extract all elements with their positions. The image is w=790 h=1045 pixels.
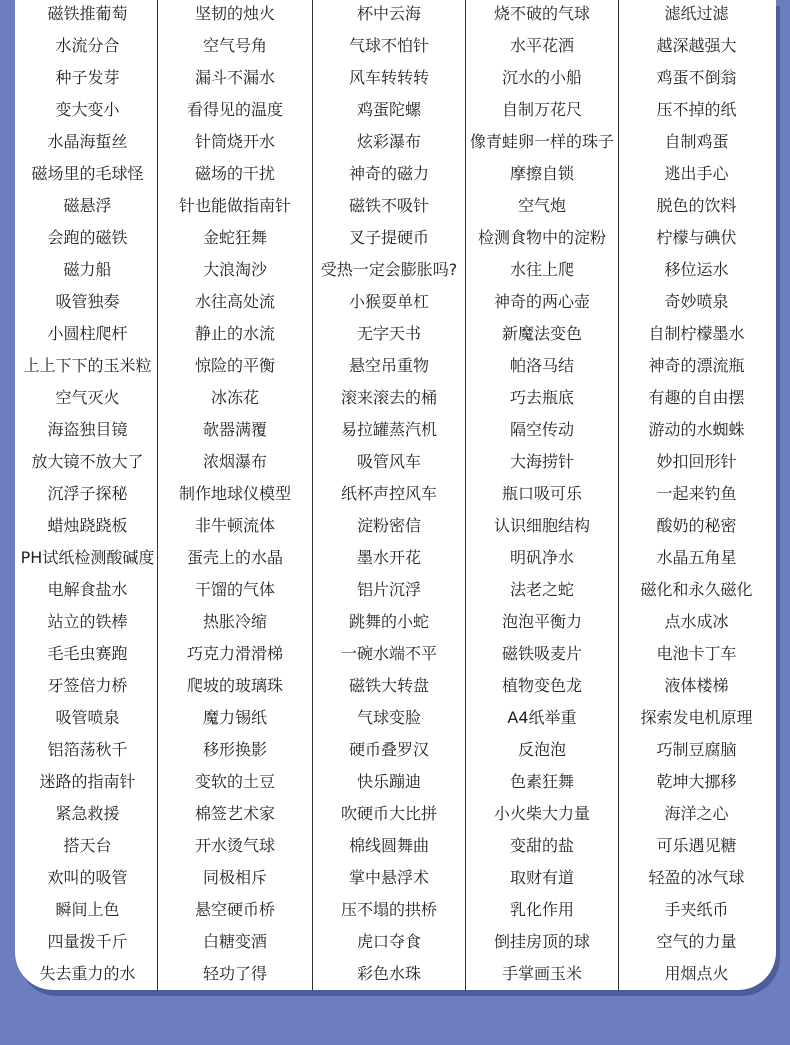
experiment-item: 磁场的干扰: [194, 164, 275, 183]
experiment-item: 失去重力的水: [39, 964, 136, 983]
experiment-item: 开水烫气球: [194, 836, 275, 855]
table-column: [158, 0, 313, 990]
experiment-item: 气球不怕针: [348, 36, 429, 55]
experiment-item: 奇妙喷泉: [664, 292, 729, 311]
experiment-item: 隔空传动: [509, 420, 574, 439]
experiment-item: 磁铁不吸针: [348, 196, 429, 215]
experiment-item: 检测食物中的淀粉: [477, 228, 606, 247]
experiment-item: 神奇的两心壶: [493, 292, 590, 311]
experiment-item: 巧克力滑滑梯: [186, 644, 283, 663]
experiment-item: 用烟点火: [664, 964, 729, 983]
experiment-item: 欹器满覆: [202, 420, 267, 439]
experiment-item: 紧急救援: [55, 804, 120, 823]
experiment-item: 乾坤大挪移: [656, 772, 737, 791]
experiment-item: 空气炮: [517, 196, 566, 215]
experiment-item: 移位运水: [664, 260, 729, 279]
experiment-item: 杯中云海: [356, 4, 421, 23]
experiment-item: 磁铁大转盘: [348, 676, 429, 695]
experiment-item: 植物变色龙: [501, 676, 582, 695]
experiment-table: [18, 0, 774, 990]
experiment-item: 像青蛙卵一样的珠子: [469, 132, 614, 151]
experiment-item: 蜡烛跷跷板: [47, 516, 128, 535]
experiment-item: 游动的水蜘蛛: [648, 420, 745, 439]
experiment-item: 墨水开花: [356, 548, 421, 567]
experiment-item: 静止的水流: [194, 324, 275, 343]
experiment-item: 柠檬与碘伏: [656, 228, 737, 247]
experiment-item: 吸管喷泉: [55, 708, 120, 727]
experiment-item: 瞬间上色: [55, 900, 120, 919]
experiment-item: 电解食盐水: [47, 580, 128, 599]
experiment-item: 漏斗不漏水: [194, 68, 275, 87]
experiment-item: 气球变脸: [356, 708, 421, 727]
experiment-item: 乳化作用: [509, 900, 574, 919]
experiment-item: 种子发芽: [55, 68, 120, 87]
experiment-item: 空气的力量: [656, 932, 737, 951]
experiment-item: 摩擦自锁: [509, 164, 574, 183]
experiment-item: 一碗水端不平: [340, 644, 437, 663]
experiment-item: 水晶五角星: [656, 548, 737, 567]
experiment-item: 大浪淘沙: [202, 260, 267, 279]
experiment-item: 移形换影: [202, 740, 267, 759]
experiment-item: 变软的土豆: [194, 772, 275, 791]
experiment-item: 小圆柱爬杆: [47, 324, 128, 343]
experiment-item: 易拉罐蒸汽机: [340, 420, 437, 439]
experiment-list-card: [15, 0, 776, 990]
experiment-item: 悬空硬币桥: [194, 900, 275, 919]
experiment-item: 海洋之心: [664, 804, 729, 823]
experiment-item: 同极相斥: [202, 868, 267, 887]
experiment-item: A4纸举重: [507, 708, 577, 727]
experiment-item: 空气灭火: [55, 388, 120, 407]
experiment-item: 跳舞的小蛇: [348, 612, 429, 631]
experiment-item: 脱色的饮料: [656, 196, 737, 215]
experiment-item: 棉线圆舞曲: [348, 836, 429, 855]
experiment-item: 虎口夺食: [356, 932, 421, 951]
experiment-item: 彩色水珠: [356, 964, 421, 983]
experiment-item: 滚来滚去的桶: [340, 388, 437, 407]
experiment-item: 小猴耍单杠: [348, 292, 429, 311]
experiment-item: 磁铁吸麦片: [501, 644, 582, 663]
table-column: [619, 0, 774, 990]
experiment-item: 磁悬浮: [63, 196, 112, 215]
experiment-item: 会跑的磁铁: [47, 228, 128, 247]
experiment-item: 风车转转转: [348, 68, 429, 87]
experiment-item: 铝箔荡秋千: [47, 740, 128, 759]
experiment-item: 自制万花尺: [501, 100, 582, 119]
experiment-item: 水平花洒: [509, 36, 574, 55]
experiment-item: 快乐蹦迪: [356, 772, 421, 791]
experiment-item: 悬空吊重物: [348, 356, 429, 375]
experiment-item: 冰冻花: [210, 388, 259, 407]
table-column: [466, 0, 619, 990]
experiment-item: 水往高处流: [194, 292, 275, 311]
experiment-item: 吹硬币大比拼: [340, 804, 437, 823]
experiment-item: 妙扣回形针: [656, 452, 737, 471]
experiment-item: 自制鸡蛋: [664, 132, 729, 151]
experiment-item: 惊险的平衡: [194, 356, 275, 375]
table-column: [313, 0, 466, 990]
experiment-item: 针筒烧开水: [194, 132, 275, 151]
experiment-item: 蛋壳上的水晶: [186, 548, 283, 567]
experiment-item: 有趣的自由摆: [648, 388, 745, 407]
experiment-item: 四量拨千斤: [47, 932, 128, 951]
experiment-item: 白糖变酒: [202, 932, 267, 951]
experiment-item: 炫彩瀑布: [356, 132, 421, 151]
experiment-item: 压不塌的拱桥: [340, 900, 437, 919]
experiment-item: 手掌画玉米: [501, 964, 582, 983]
experiment-item: 磁力船: [63, 260, 112, 279]
experiment-item: 受热一定会膨胀吗?: [320, 260, 458, 279]
experiment-item: 干馏的气体: [194, 580, 275, 599]
experiment-item: 鸡蛋陀螺: [356, 100, 421, 119]
experiment-item: 制作地球仪模型: [178, 484, 291, 503]
experiment-item: 爬坡的玻璃珠: [186, 676, 283, 695]
experiment-item: 小火柴大力量: [493, 804, 590, 823]
experiment-item: 轻功了得: [202, 964, 267, 983]
experiment-item: 帕洛马结: [509, 356, 574, 375]
experiment-item: 鸡蛋不倒翁: [656, 68, 737, 87]
experiment-item: 神奇的漂流瓶: [648, 356, 745, 375]
experiment-item: 看得见的温度: [186, 100, 283, 119]
experiment-item: 滤纸过滤: [664, 4, 729, 23]
experiment-item: 金蛇狂舞: [202, 228, 267, 247]
experiment-item: 磁铁推葡萄: [47, 4, 128, 23]
experiment-item: 自制柠檬墨水: [648, 324, 745, 343]
experiment-item: 酸奶的秘密: [656, 516, 737, 535]
experiment-item: 可乐遇见糖: [656, 836, 737, 855]
experiment-item: 空气号角: [202, 36, 267, 55]
experiment-item: 水往上爬: [509, 260, 574, 279]
experiment-item: 叉子提硬币: [348, 228, 429, 247]
experiment-item: 取财有道: [509, 868, 574, 887]
experiment-item: 变大变小: [55, 100, 120, 119]
experiment-item: 认识细胞结构: [493, 516, 590, 535]
experiment-item: 沉浮子探秘: [47, 484, 128, 503]
experiment-item: 热胀冷缩: [202, 612, 267, 631]
experiment-item: 纸杯声控风车: [340, 484, 437, 503]
experiment-item: 搭天台: [63, 836, 112, 855]
experiment-item: 浓烟瀑布: [202, 452, 267, 471]
experiment-item: 磁场里的毛球怪: [31, 164, 144, 183]
experiment-item: 上上下下的玉米粒: [23, 356, 152, 375]
experiment-item: 坚韧的烛火: [194, 4, 275, 23]
experiment-item: 反泡泡: [517, 740, 566, 759]
experiment-item: 巧去瓶底: [509, 388, 574, 407]
experiment-item: 探索发电机原理: [640, 708, 753, 727]
experiment-item: 巧制豆腐脑: [656, 740, 737, 759]
experiment-item: 明矾净水: [509, 548, 574, 567]
experiment-item: 磁化和永久磁化: [640, 580, 753, 599]
experiment-item: PH试纸检测酸碱度: [20, 548, 155, 567]
experiment-item: 非牛顿流体: [194, 516, 275, 535]
experiment-item: 压不掉的纸: [656, 100, 737, 119]
experiment-item: 海盗独目镜: [47, 420, 128, 439]
experiment-item: 倒挂房顶的球: [493, 932, 590, 951]
experiment-item: 硬币叠罗汉: [348, 740, 429, 759]
experiment-item: 神奇的磁力: [348, 164, 429, 183]
experiment-item: 吸管风车: [356, 452, 421, 471]
experiment-item: 水晶海蜇丝: [47, 132, 128, 151]
experiment-item: 泡泡平衡力: [501, 612, 582, 631]
experiment-item: 无字天书: [356, 324, 421, 343]
experiment-item: 魔力锡纸: [202, 708, 267, 727]
experiment-item: 越深越强大: [656, 36, 737, 55]
experiment-item: 迷路的指南针: [39, 772, 136, 791]
experiment-item: 毛毛虫赛跑: [47, 644, 128, 663]
experiment-item: 欢叫的吸管: [47, 868, 128, 887]
experiment-item: 水流分合: [55, 36, 120, 55]
experiment-item: 瓶口吸可乐: [501, 484, 582, 503]
experiment-item: 手夹纸币: [664, 900, 729, 919]
experiment-item: 站立的铁棒: [47, 612, 128, 631]
experiment-item: 点水成冰: [664, 612, 729, 631]
experiment-item: 放大镜不放大了: [31, 452, 144, 471]
experiment-item: 轻盈的冰气球: [648, 868, 745, 887]
experiment-item: 色素狂舞: [509, 772, 574, 791]
experiment-item: 棉签艺术家: [194, 804, 275, 823]
experiment-item: 逃出手心: [664, 164, 729, 183]
experiment-item: 淀粉密信: [356, 516, 421, 535]
experiment-item: 大海捞针: [509, 452, 574, 471]
table-column: [18, 0, 158, 990]
experiment-item: 液体楼梯: [664, 676, 729, 695]
experiment-item: 烧不破的气球: [493, 4, 590, 23]
experiment-item: 变甜的盐: [509, 836, 574, 855]
experiment-item: 牙签倍力桥: [47, 676, 128, 695]
experiment-item: 铝片沉浮: [356, 580, 421, 599]
experiment-item: 新魔法变色: [501, 324, 582, 343]
experiment-item: 沉水的小船: [501, 68, 582, 87]
experiment-item: 吸管独奏: [55, 292, 120, 311]
experiment-item: 一起来钓鱼: [656, 484, 737, 503]
experiment-item: 电池卡丁车: [656, 644, 737, 663]
experiment-item: 掌中悬浮术: [348, 868, 429, 887]
experiment-item: 法老之蛇: [509, 580, 574, 599]
experiment-item: 针也能做指南针: [178, 196, 291, 215]
